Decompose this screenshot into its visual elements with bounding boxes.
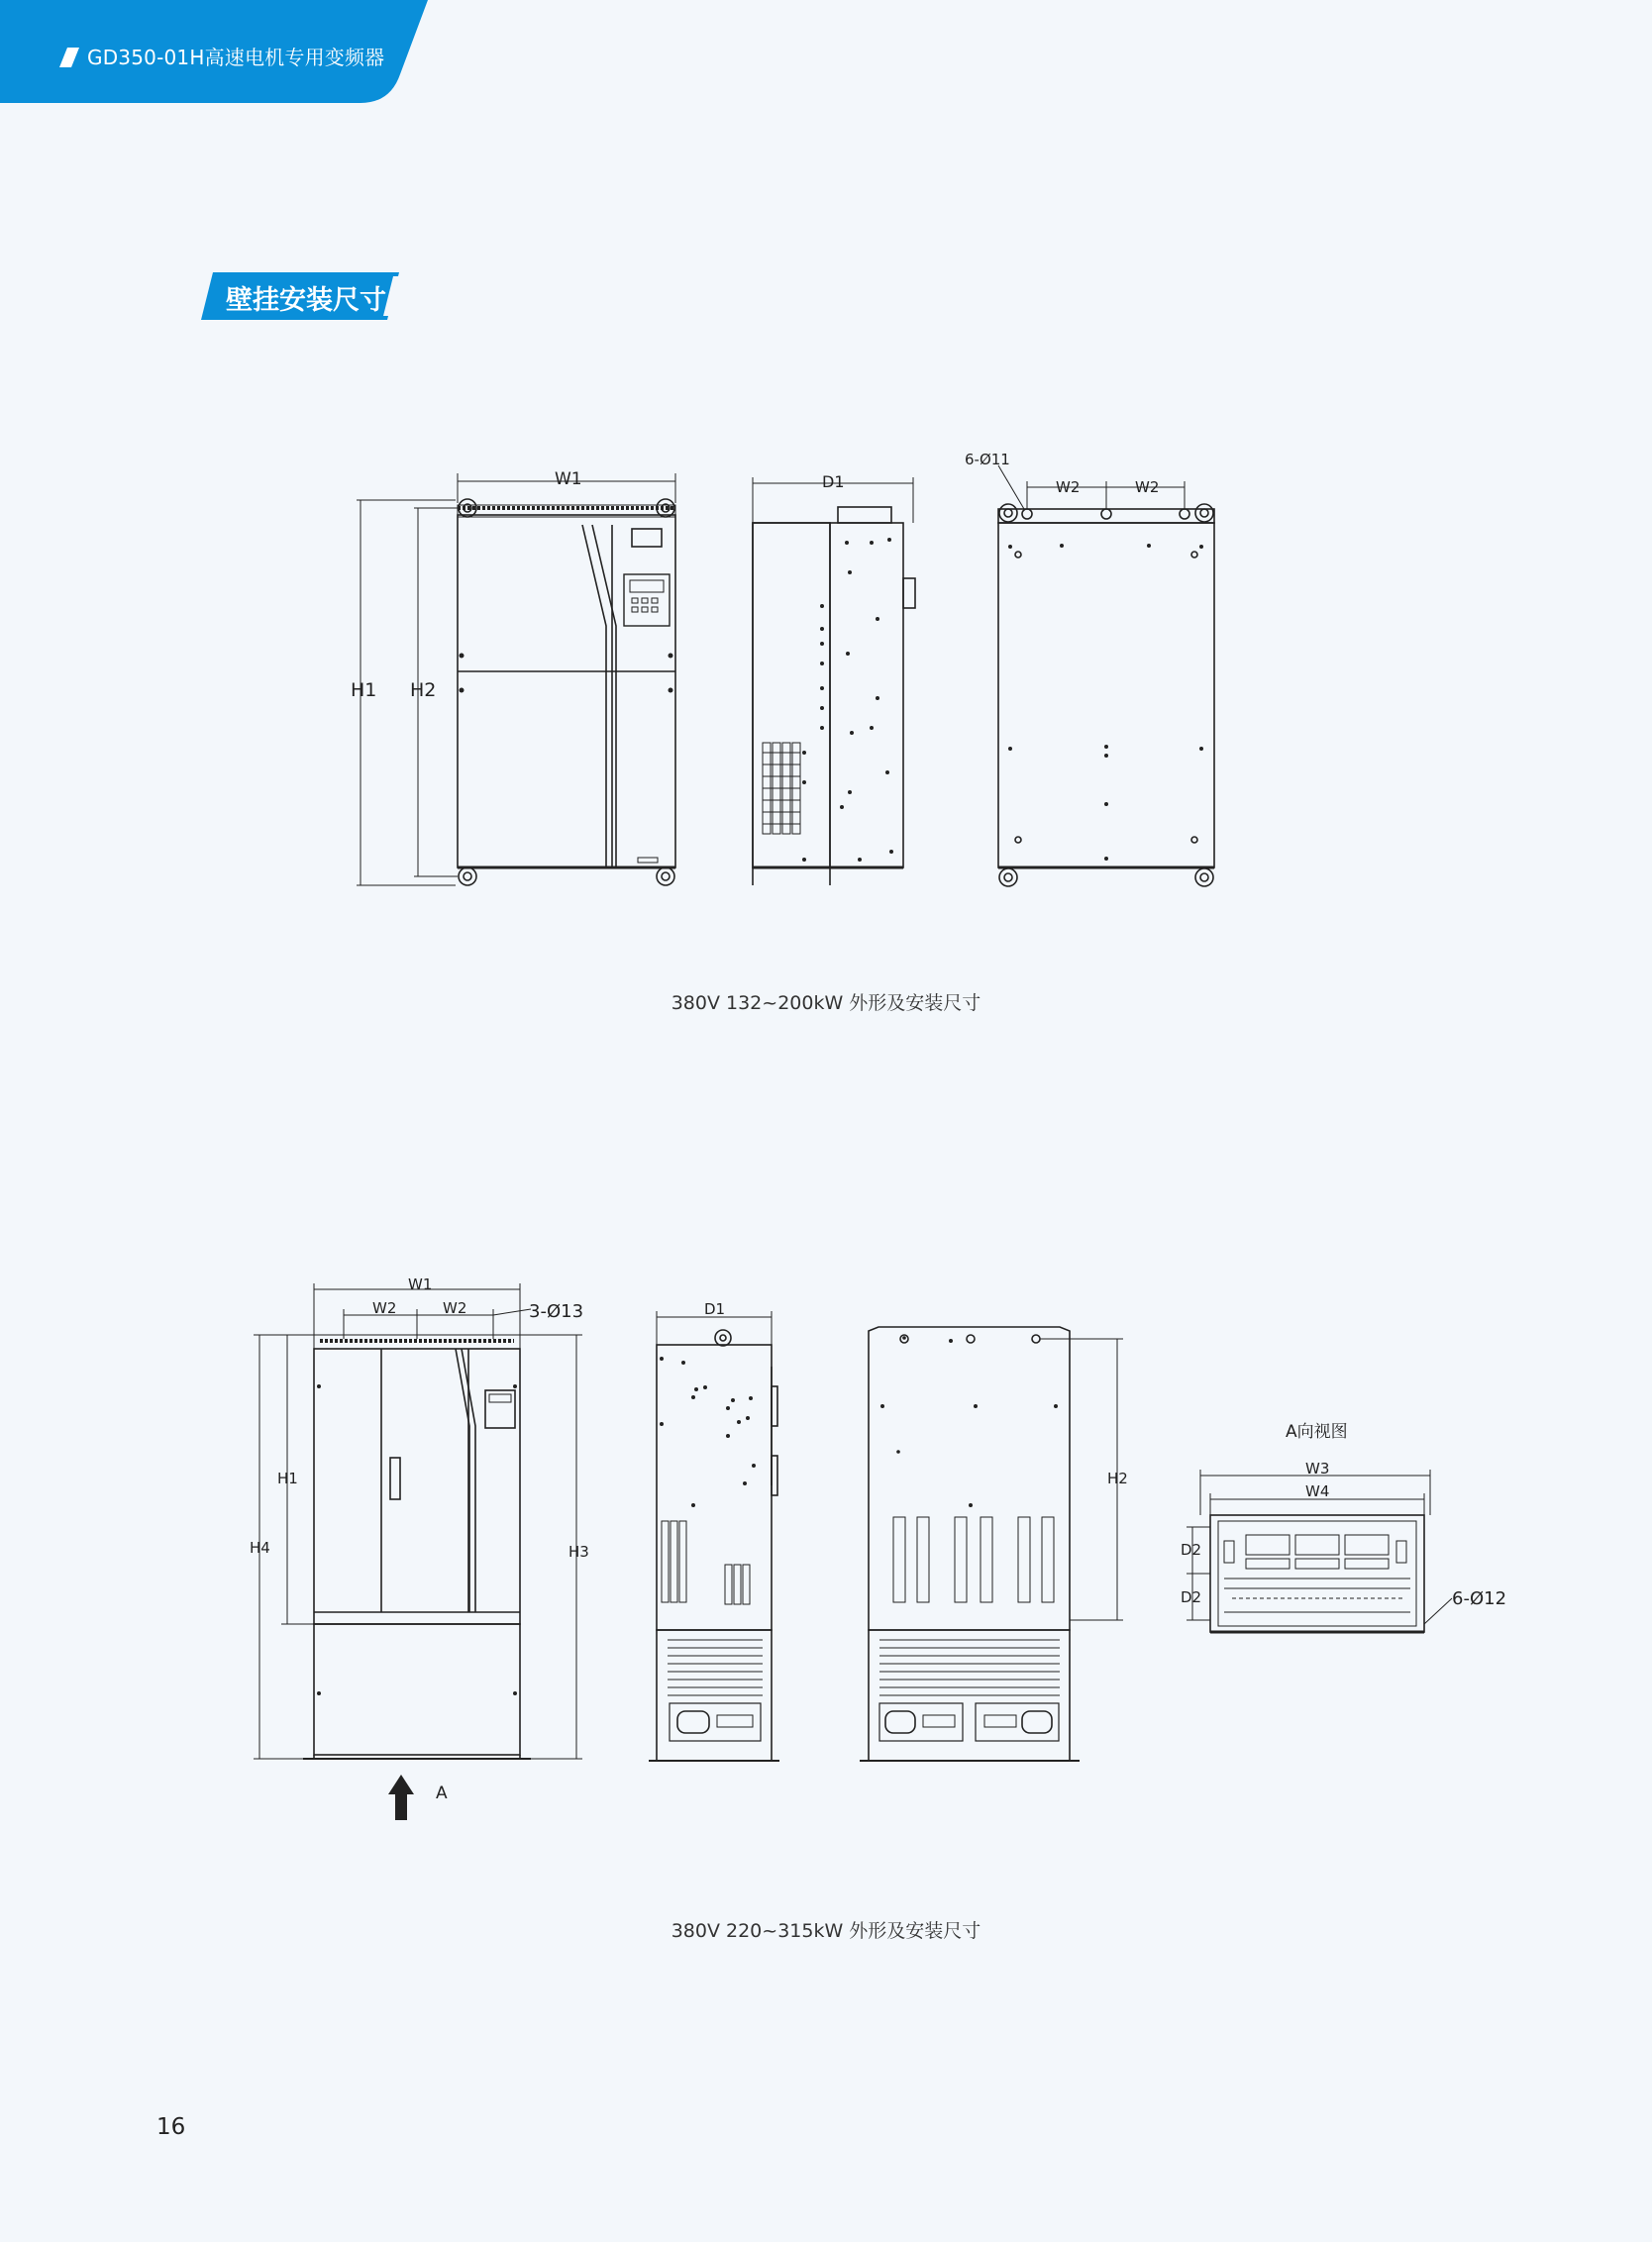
fig1-label-d1: D1	[822, 472, 845, 491]
fig2-label-d2b: D2	[1181, 1588, 1202, 1606]
fig2-label-h2: H2	[1107, 1470, 1128, 1487]
section-title: 壁挂安装尺寸	[226, 285, 386, 316]
fig2-label-h3: H3	[568, 1543, 589, 1561]
fig2-label-h1: H1	[277, 1470, 298, 1487]
fig2-label-d1: D1	[704, 1300, 726, 1318]
figure1-caption: 380V 132~200kW 外形及安装尺寸	[671, 992, 981, 1014]
figure2-caption: 380V 220~315kW 外形及安装尺寸	[671, 1920, 981, 1942]
fig2-label-w4: W4	[1305, 1482, 1330, 1500]
fig2-label-w2a: W2	[372, 1299, 397, 1317]
fig1-label-w2b: W2	[1135, 478, 1160, 496]
fig2-label-w1: W1	[408, 1275, 433, 1293]
fig2-label-d2a: D2	[1181, 1541, 1202, 1559]
fig1-label-w1: W1	[555, 469, 582, 489]
header-title: GD350-01H高速电机专用变频器	[87, 46, 385, 69]
page-number: 16	[156, 2114, 186, 2140]
fig1-label-h2: H2	[410, 679, 437, 701]
fig2-label-w3: W3	[1305, 1460, 1330, 1478]
arrow-up-icon	[388, 1775, 414, 1820]
fig2-label-h4: H4	[250, 1539, 270, 1557]
fig2-label-bottom-holes: 6-Ø12	[1452, 1588, 1507, 1609]
fig1-label-h1: H1	[351, 679, 377, 701]
fig2-label-w2b: W2	[443, 1299, 467, 1317]
fig1-label-holes: 6-Ø11	[965, 451, 1010, 468]
fig2-label-holes: 3-Ø13	[529, 1301, 584, 1322]
fig1-label-w2a: W2	[1056, 478, 1081, 496]
fig2-label-view-title: A向视图	[1286, 1422, 1348, 1442]
fig2-label-arrow: A	[436, 1783, 448, 1803]
